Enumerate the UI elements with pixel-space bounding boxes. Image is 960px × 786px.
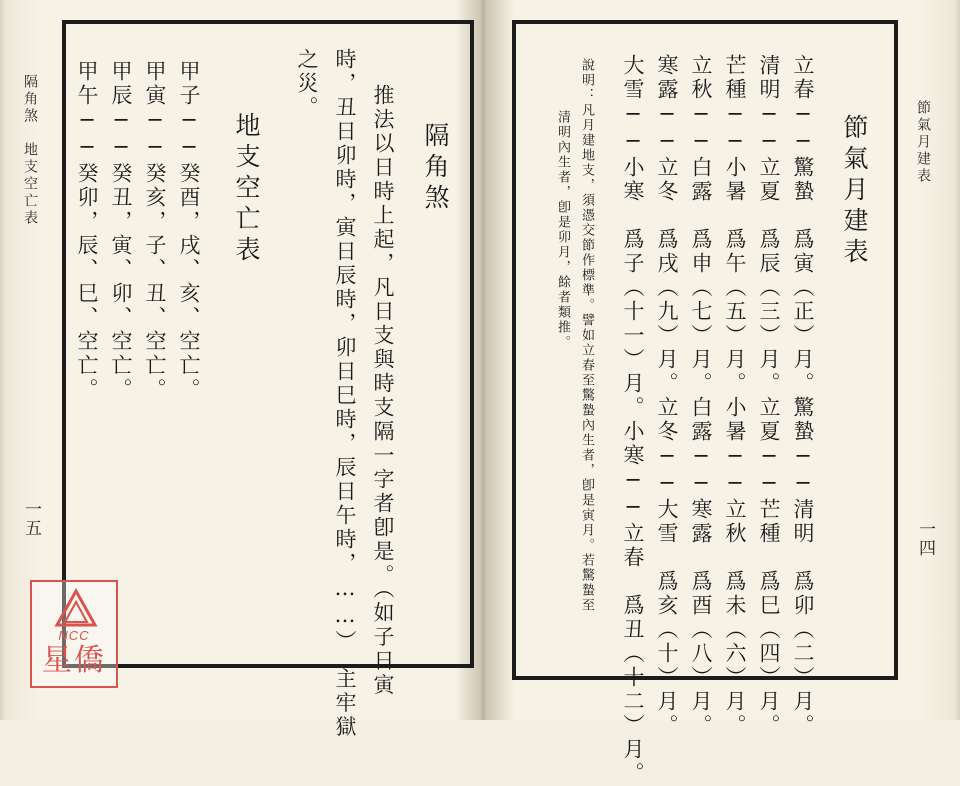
left-page	[0, 0, 482, 740]
table-title-jieqi: 節氣月建表	[840, 114, 869, 269]
jieqi-row: 立秋──白露 爲申（七）月。白露──寒露 爲酉（八）月。	[689, 54, 713, 738]
kongwang-row: 甲辰──癸丑，寅、卯、空亡。	[109, 60, 133, 402]
table-title-kongwang: 地支空亡表	[232, 112, 261, 267]
triangle-logo-icon	[54, 588, 98, 628]
kongwang-row: 甲午──癸卯，辰、巳、空亡。	[75, 60, 99, 402]
right-page	[484, 0, 960, 786]
ncc-watermark-logo	[30, 580, 118, 688]
right-running-header: 節氣月建表	[915, 100, 931, 185]
kongwang-row: 甲寅──癸亥，子、丑、空亡。	[143, 60, 167, 402]
body-line-2: 時，丑日卯時，寅日辰時，卯日巳時，辰日午時，……） 主牢獄	[333, 48, 357, 740]
jieqi-row: 清明──立夏 爲辰（三）月。立夏──芒種 爲巳（四）月。	[757, 54, 781, 738]
section-title-gejiaosha: 隔角煞	[421, 122, 450, 215]
body-line-3: 之災。	[295, 48, 319, 120]
jieqi-row: 立春──驚蟄 爲寅（正）月。驚蟄──清明 爲卯（二）月。	[791, 54, 815, 738]
note-line-1: 說明：凡月建地支，須憑交節作標準。譬如立春至驚蟄內生者，卽是寅月。若驚蟄至	[579, 58, 594, 613]
watermark-text-cn: 星僑	[42, 643, 106, 678]
note-line-2: 清明內生者，卽是卯月，餘者類推。	[555, 110, 570, 350]
jieqi-row: 大雪──小寒 爲子（十一）月。小寒──立春 爲丑（十二）月。	[621, 54, 645, 786]
kongwang-row: 甲子──癸酉，戌、亥、空亡。	[177, 60, 201, 402]
body-line-1: 推法以日時上起，凡日支與時支隔一字者卽是。（如子日寅	[371, 84, 395, 698]
left-page-number: 一五	[21, 500, 41, 538]
right-text-frame	[512, 20, 898, 786]
jieqi-row: 芒種──小暑 爲午（五）月。小暑──立秋 爲未（六）月。	[723, 54, 747, 738]
jieqi-row: 寒露──立冬 爲戌（九）月。立冬──大雪 爲亥（十）月。	[655, 54, 679, 738]
watermark-text-en: NCC	[58, 628, 90, 643]
left-running-header: 隔角煞 地支空亡表	[22, 74, 38, 227]
right-page-number: 一四	[915, 520, 935, 558]
